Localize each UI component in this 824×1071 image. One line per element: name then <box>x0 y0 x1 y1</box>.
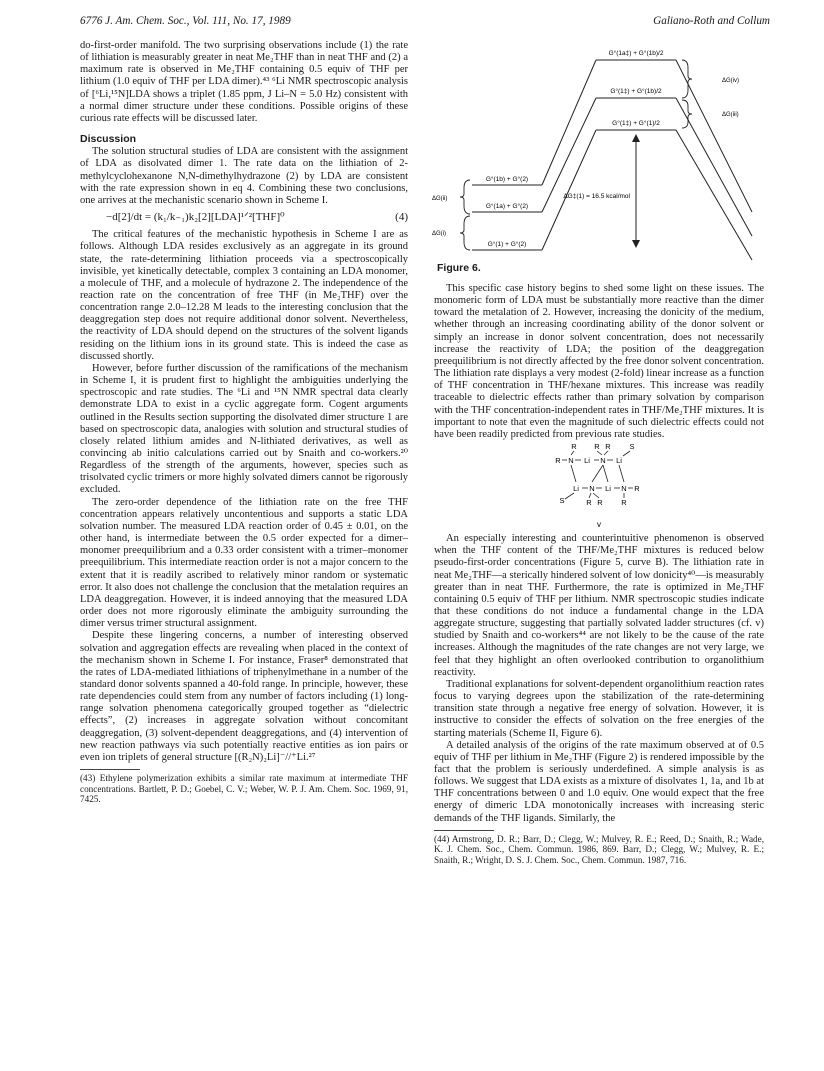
figure-caption: Figure 6. <box>437 262 481 274</box>
atom-label: S <box>559 496 565 506</box>
arrow-head-down <box>632 240 640 248</box>
delta-label: ΔG(iv) <box>722 78 740 84</box>
atom-label: R <box>594 442 600 452</box>
brace <box>460 180 470 214</box>
paragraph: Despite these lingering concerns, a number of interesting observed solvation and aggregation effects are revealing when placed in the context of the mechanism shown in Scheme I. For instance, Fraser⁸ demonstrated that the rates of LDA-mediated lithiations of triphenylmethane in a number of the standard donor solvents spanned a 40-fold range. In principle, however, these rate dependencies could stem from any number of factors including (1) long-range solvation phenomena categorically grouped together as “dielectric effects”, (2) increases in aggregate solvation without concomitant deaggregation, (3) solvent-dependent deaggregations, and (4) intervention of new reaction pathways via such potentially reactive entities as ion pairs or even ion triplets of general structure [(R₂N)₂Li]⁻//⁺Li.²⁷ <box>80 630 408 763</box>
atom-label: R <box>621 498 627 508</box>
equation-body: −d[2]/dt = (k₁/k₋₁)k₂[2][LDA]¹ᐟ²[THF]⁰ <box>106 211 285 224</box>
level-label: G°(1‡) + G°(1b)/2 <box>610 88 662 95</box>
atom-label: N <box>621 484 627 494</box>
connector <box>542 60 596 185</box>
arrow-head-up <box>632 134 640 142</box>
right-column <box>434 283 764 865</box>
brace <box>682 60 692 98</box>
delta-label: ΔG(ii) <box>432 196 448 202</box>
connector <box>676 60 752 212</box>
atom-label: N <box>600 456 606 466</box>
atom-label: R <box>605 442 611 452</box>
atom-label: S <box>629 442 635 452</box>
atom-label: R <box>586 498 592 508</box>
atom-label: Li <box>573 484 579 494</box>
connector <box>542 130 596 250</box>
section-heading: Discussion <box>80 133 137 146</box>
equation <box>80 211 408 223</box>
paragraph: This specific case history begins to shed some light on these issues. The monomeric form of LDA must be substantially more reactive than the dimer toward the metalation of 2. However, increasing the donicity of the medium, whether through an increasing coordinating ability of the donor solvent or simply an increase in donor solvent concentration, does not necessarily increase the reactivity of LDA; the position of the deaggregation preequilibrium is not directly affected by the free donor solvent concentration. The lithiation rate displays a very modest (2-fold) linear increase as a function of THF concentration in THF/hexane mixtures. This increase was readily traceable to dielectric effects rather than primary solvation by comparison with the THF concentration-independent rates in THF/Me₂THF mixtures. It is important to note that even the magnitude of such dielectric effects could not have been readily predicted from previous rate studies. <box>434 283 764 440</box>
left-column <box>80 40 408 805</box>
level-label: G°(1) + G°(2) <box>487 241 527 248</box>
footnote-rule <box>434 830 494 831</box>
paragraph: A detailed analysis of the origins of the rate maximum observed at of 0.5 equiv of THF per lithium in Me₂THF (Figure 2) is rendered impossible by the fact that the problem is seriously underdefined. A simple analysis is as follows. We suggest that LDA exists as a mixture of disolvates 1, 1a, and 1b at THF concentrations between 0 and 1.0 equiv. One would expect that the free energy of dimeric LDA monotonically increases with increasing steric demands of the THF ligands. Similarly, the <box>434 739 764 824</box>
paragraph: However, before further discussion of the ramifications of the mechanism in Scheme I, it is prudent first to highlight the ambiguities underlying the spectroscopic and rate studies. The ⁶Li and ¹⁵N NMR spectral data clearly demonstrate LDA to exist in a cyclic aggregate form. Cogent arguments outlined in the Results section supporting the disolvated dimer structure 1 are based on spectroscopic data, analogies with solution and structural studies of closely related lithium amides and N-lithiated derivatives, as well as convincing ab initio calculations carried out by Snaith and co-workers.²⁰ Regardless of the strength of the arguments, however, species such as trisolvated cyclic trimers or more highly solvated dimers cannot be rigorously excluded. <box>80 362 408 496</box>
atom-label: Li <box>584 456 590 466</box>
connector <box>676 130 752 260</box>
running-head-right: Galiano-Roth and Collum <box>653 15 770 27</box>
connector <box>676 98 752 236</box>
figure-6-energy-diagram <box>430 36 764 262</box>
footnote: (44) Armstrong, D. R.; Barr, D.; Clegg, W.; Mulvey, R. E.; Reed, D.; Snaith, R.; Wade, K. J. Chem. Soc., Chem. Commun. 1986, 869. Barr, D.; Clegg, W.; Mulvey, R. E.; Snaith, R.; Wright, D. S. J. Chem. Soc., Chem. Commun. 1987, 716. <box>434 833 764 865</box>
atom-label: R <box>597 498 603 508</box>
equation-number: (4) <box>395 211 408 224</box>
paragraph: Traditional explanations for solvent-dependent organolithium reaction rates focus to varying degrees upon the stabilization of the rate-determining transition state through a negative free energy of solvation. However, it is instructive to consider the effects of solvation on the free energies of the starting materials (Scheme II, Figure 6). <box>434 678 764 739</box>
ladder-structure <box>434 441 764 533</box>
footnote: (43) Ethylene polymerization exhibits a similar rate maximum at intermediate THF concentrations. Bartlett, P. D.; Goebel, C. V.; Weber, W. P. J. Am. Chem. Soc. 1969, 91, 7425. <box>80 773 408 805</box>
paragraph: An especially interesting and counterintuitive phenomenon is observed when the THF content of the THF/Me₂THF mixtures is reduced below pseudo-first-order concentrations (Figure 5, curve B). The lithiation rate in neat Me₂THF—a sterically hindered solvent of low donicity⁴⁰—is measurably greater than in neat THF. Furthermore, the rate is optimized in Me₂THF containing 0.5 equiv of THF per lithium. NMR spectroscopic studies indicate that these conditions do not induce a fundamental change in the LDA aggregate structure, suggesting that partially solvated ladder structures (cf. v) studied by Snaith and co-workers⁴⁴ are not likely to be the cause of the rate increases. Although the magnitudes of the rate changes are not very large, we feel that they highlight an often overlooked contribution to organolithium reactivity. <box>434 533 764 678</box>
atom-label: R <box>634 484 640 494</box>
atom-label: N <box>568 456 574 466</box>
level-label: G°(1‡) + G°(1)/2 <box>612 120 660 127</box>
paragraph: The solution structural studies of LDA are consistent with the assignment of LDA as disolvated dimer 1. The rate data on the lithiation of 2-methylcyclohexanone N,N-dimethylhydrazone (2) by LDA are consistent with the rate expression shown in eq 4. Combining these two conclusions, one arrives at the mechanistic scenario shown in Scheme I. <box>80 146 408 206</box>
running-head-left: 6776 J. Am. Chem. Soc., Vol. 111, No. 17, 1989 <box>80 15 291 27</box>
barrier-label: ΔG‡(1) = 16.5 kcal/mol <box>563 193 630 200</box>
brace <box>460 216 470 250</box>
atom-label: N <box>589 484 595 494</box>
atom-label: Li <box>616 456 622 466</box>
level-label: G°(1a‡) + G°(1b)/2 <box>608 50 664 57</box>
delta-label: ΔG(iii) <box>722 112 739 118</box>
atom-label: Li <box>605 484 611 494</box>
paragraph: The critical features of the mechanistic hypothesis in Scheme I are as follows. Although LDA resides exclusively as an aggregate in its ground state, the rate-determining lithiation proceeds via a spectroscopically invisible, yet kinetically detectable, complex 3 containing an LDA monomer, a molecule of THF, and a molecule of hydrazone 2. The independence of the reaction rate on the concentration of free THF (in Me₂THF) over the concentration range 2.0–12.28 M leads to the interesting conclusion that the deaggregation step does not require additional donor solvent. Nevertheless, the reactivity of LDA should depend on the structures of the solvent ligands residing on the lithium ions in its ground state. This is indeed the case as discussed shortly. <box>80 229 408 362</box>
ladder-structure-drawing <box>434 441 764 533</box>
level-label: G°(1b) + G°(2) <box>485 176 529 183</box>
running-head <box>80 15 770 31</box>
atom-label: R <box>571 442 577 452</box>
footnote-rule <box>80 769 140 770</box>
level-label: G°(1a) + G°(2) <box>485 203 529 210</box>
delta-label: ΔG(i) <box>432 231 447 237</box>
atom-label: R <box>555 456 561 466</box>
paragraph: do-first-order manifold. The two surprising observations include (1) the rate of lithiation is measurably greater in neat Me₂THF than in neat THF and (2) a maximum rate is observed in Me₂THF containing 0.5 equiv of THF per lithium (1.0 equiv of THF per LDA dimer).⁴³ ⁶Li NMR spectroscopic analysis of [⁶Li,¹⁵N]LDA shows a triplet (1.85 ppm, J Li–N = 5.0 Hz) consistent with a normal dimer structure under these conditions. Possible origins of these curious rate effects will be discussed later. <box>80 40 408 124</box>
structure-label: v <box>597 520 601 530</box>
paragraph: The zero-order dependence of the lithiation rate on the free THF concentration appears relatively uncontentious and supports a static LDA solvation number. The measured LDA reaction order of 0.45 ± 0.01, on the other hand, is intermediate between the 0.5 order expected for a dimer–monomer preequilibrium and a 0.33 order consistent with a trimer–monomer preequilibrium. This intermediate reaction order is not a major concern to the extent that it is readily ascribed to relatively minor random or systematic error. It also does not challenge the conclusion that the metalation requires an LDA deaggregation. However, it is indeed annoying that the measured LDA order does not more rigorously eliminate the ambiguity surrounding the dimer versus trimer structural assignment. <box>80 496 408 630</box>
